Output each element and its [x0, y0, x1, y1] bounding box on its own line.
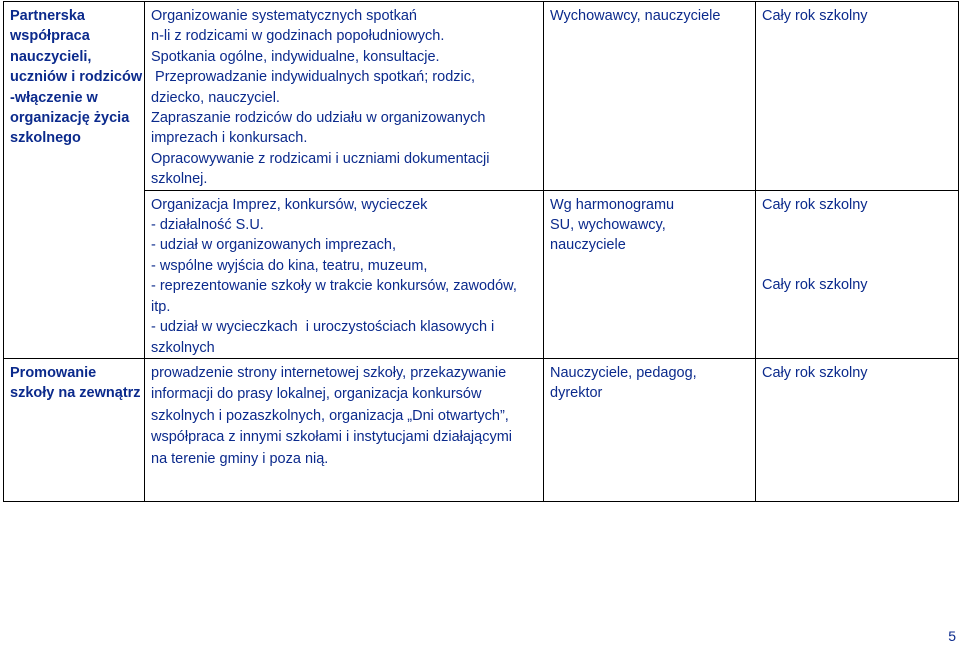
area-line: szkoły na zewnątrz — [10, 385, 141, 402]
task-line: szkolnej. — [151, 171, 208, 188]
task-line: Opracowywanie z rodzicami i uczniami dokumentacji — [151, 150, 490, 167]
task-line: - udział w organizowanych imprezach, — [151, 237, 396, 254]
table-row — [4, 190, 959, 358]
task-line: - wspólne wyjścia do kina, teatru, muzeum, — [151, 257, 428, 274]
task-line: - udział w wycieczkach i uroczystościach klasowych i — [151, 319, 495, 336]
tasks-cell — [145, 190, 544, 358]
table-row — [4, 358, 959, 501]
responsible-line: SU, wychowawcy, — [550, 217, 666, 234]
responsible-cell — [544, 2, 756, 191]
area-line: organizację życia — [10, 110, 130, 127]
page-number: 5 — [948, 628, 956, 644]
area-line: Partnerska — [10, 8, 85, 24]
task-line: dziecko, nauczyciel. — [151, 89, 280, 106]
task-line: prowadzenie strony internetowej szkoły, przekazywanie — [151, 364, 507, 381]
deadline-cell — [756, 358, 959, 501]
deadline-text: Cały rok szkolny — [762, 364, 868, 381]
task-line: imprezach i konkursach. — [151, 130, 308, 147]
task-line: - działalność S.U. — [151, 217, 264, 234]
task-line: n-li z rodzicami w godzinach popołudniowych. — [151, 28, 445, 45]
table-row — [4, 2, 959, 191]
plan-table — [3, 1, 959, 502]
area-line: uczniów i rodziców — [10, 69, 143, 86]
deadline-text: Cały rok szkolny — [762, 196, 868, 213]
responsible-line: nauczyciele — [550, 237, 626, 254]
task-line: Zapraszanie rodziców do udziału w organizowanych — [151, 110, 486, 127]
task-line: współpraca z innymi szkołami i instytucjami działającymi — [151, 429, 512, 446]
responsible-cell — [544, 190, 756, 358]
tasks-cell — [145, 358, 544, 501]
task-line: Organizacja Imprez, konkursów, wycieczek — [151, 196, 428, 213]
task-line: szkolnych — [151, 339, 215, 356]
task-line: Przeprowadzanie indywidualnych spotkań; rodzic, — [151, 69, 476, 86]
task-line: - reprezentowanie szkoły w trakcie konkursów, zawodów, — [151, 278, 517, 295]
responsible-line: Wg harmonogramu — [550, 196, 675, 213]
task-line: Organizowanie systematycznych spotkań — [151, 8, 417, 24]
area-cell — [4, 2, 145, 359]
deadline-spacer — [762, 215, 952, 275]
tasks-cell — [145, 2, 544, 191]
responsible-line: dyrektor — [550, 385, 603, 402]
area-line: -włączenie w — [10, 89, 98, 106]
responsible-cell — [544, 358, 756, 501]
area-line: szkolnego — [10, 130, 81, 147]
task-line: na terenie gminy i poza nią. — [151, 450, 329, 467]
responsible-text: Wychowawcy, nauczyciele — [550, 8, 721, 24]
task-line: informacji do prasy lokalnej, organizacja konkursów — [151, 386, 482, 403]
responsible-line: Nauczyciele, pedagog, — [550, 364, 697, 381]
deadline-text: Cały rok szkolny — [762, 8, 868, 24]
task-line: Spotkania ogólne, indywidualne, konsultacje. — [151, 48, 440, 65]
task-line: itp. — [151, 298, 171, 315]
area-cell — [4, 358, 145, 501]
deadline-text: Cały rok szkolny — [762, 277, 868, 294]
area-line: współpraca — [10, 28, 90, 45]
area-line: nauczycieli, — [10, 48, 92, 65]
area-line: Promowanie — [10, 364, 97, 381]
task-line: szkolnych i pozaszkolnych, organizacja „Dni otwartych”, — [151, 407, 509, 424]
deadline-cell — [756, 2, 959, 191]
deadline-cell — [756, 190, 959, 358]
